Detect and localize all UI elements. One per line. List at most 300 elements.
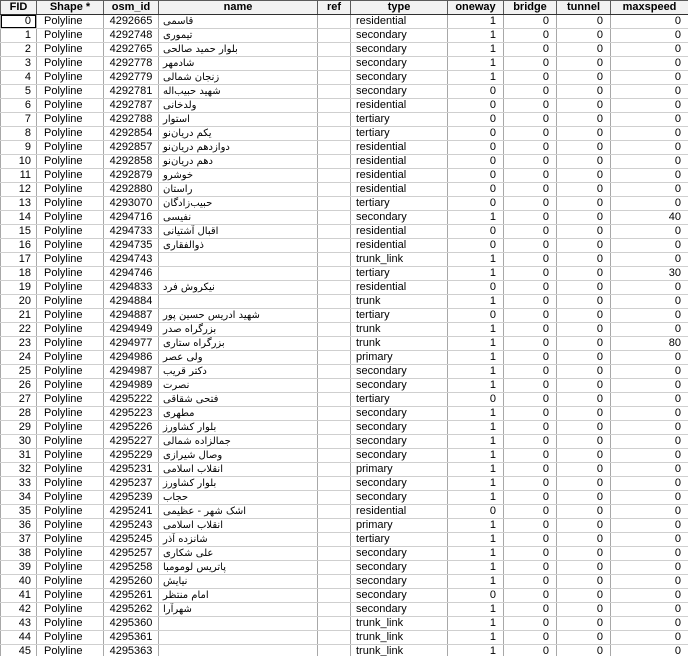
cell-osm_id[interactable]: 4295262: [104, 603, 159, 617]
cell-fid[interactable]: 39: [1, 561, 37, 575]
cell-maxspeed[interactable]: 80: [611, 337, 688, 351]
cell-tunnel[interactable]: 0: [557, 85, 611, 99]
cell-tunnel[interactable]: 0: [557, 155, 611, 169]
cell-type[interactable]: secondary: [351, 365, 448, 379]
table-row[interactable]: [1, 435, 688, 449]
cell-ref[interactable]: [318, 603, 351, 617]
cell-maxspeed[interactable]: 0: [611, 365, 688, 379]
cell-ref[interactable]: [318, 491, 351, 505]
cell-osm_id[interactable]: 4294986: [104, 351, 159, 365]
table-row[interactable]: [1, 57, 688, 71]
cell-tunnel[interactable]: 0: [557, 99, 611, 113]
cell-oneway[interactable]: 1: [448, 43, 504, 57]
cell-tunnel[interactable]: 0: [557, 197, 611, 211]
cell-fid[interactable]: 31: [1, 449, 37, 463]
cell-name[interactable]: اقبال آشتیانی: [159, 225, 318, 239]
cell-tunnel[interactable]: 0: [557, 491, 611, 505]
cell-name[interactable]: مطهری: [159, 407, 318, 421]
cell-tunnel[interactable]: 0: [557, 43, 611, 57]
cell-type[interactable]: residential: [351, 15, 448, 29]
cell-fid[interactable]: 12: [1, 183, 37, 197]
cell-type[interactable]: secondary: [351, 421, 448, 435]
cell-ref[interactable]: [318, 239, 351, 253]
cell-maxspeed[interactable]: 30: [611, 267, 688, 281]
cell-fid[interactable]: 41: [1, 589, 37, 603]
cell-maxspeed[interactable]: 0: [611, 505, 688, 519]
cell-fid[interactable]: 45: [1, 645, 37, 656]
cell-fid[interactable]: 14: [1, 211, 37, 225]
cell-oneway[interactable]: 1: [448, 491, 504, 505]
table-row[interactable]: [1, 449, 688, 463]
cell-name[interactable]: امام منتظر: [159, 589, 318, 603]
cell-oneway[interactable]: 0: [448, 183, 504, 197]
cell-type[interactable]: secondary: [351, 449, 448, 463]
cell-shape[interactable]: Polyline: [37, 113, 104, 127]
cell-osm_id[interactable]: 4295231: [104, 463, 159, 477]
cell-oneway[interactable]: 1: [448, 435, 504, 449]
column-header-tunnel[interactable]: tunnel: [557, 1, 611, 15]
table-row[interactable]: [1, 533, 688, 547]
cell-type[interactable]: residential: [351, 239, 448, 253]
cell-osm_id[interactable]: 4294977: [104, 337, 159, 351]
cell-fid[interactable]: 11: [1, 169, 37, 183]
cell-fid[interactable]: 3: [1, 57, 37, 71]
cell-osm_id[interactable]: 4295243: [104, 519, 159, 533]
cell-osm_id[interactable]: 4295257: [104, 547, 159, 561]
cell-ref[interactable]: [318, 309, 351, 323]
table-row[interactable]: [1, 127, 688, 141]
cell-tunnel[interactable]: 0: [557, 561, 611, 575]
cell-maxspeed[interactable]: 0: [611, 645, 688, 656]
cell-name[interactable]: انقلاب اسلامی: [159, 519, 318, 533]
cell-tunnel[interactable]: 0: [557, 449, 611, 463]
cell-shape[interactable]: Polyline: [37, 43, 104, 57]
table-row[interactable]: [1, 141, 688, 155]
cell-oneway[interactable]: 1: [448, 533, 504, 547]
cell-type[interactable]: secondary: [351, 589, 448, 603]
cell-tunnel[interactable]: 0: [557, 57, 611, 71]
cell-ref[interactable]: [318, 183, 351, 197]
cell-name[interactable]: وصال شیرازی: [159, 449, 318, 463]
cell-name[interactable]: پاتریس لومومبا: [159, 561, 318, 575]
cell-osm_id[interactable]: 4295241: [104, 505, 159, 519]
cell-name[interactable]: دهم دریان‌نو: [159, 155, 318, 169]
cell-fid[interactable]: 36: [1, 519, 37, 533]
cell-tunnel[interactable]: 0: [557, 211, 611, 225]
table-row[interactable]: [1, 29, 688, 43]
cell-type[interactable]: primary: [351, 351, 448, 365]
cell-type[interactable]: trunk_link: [351, 253, 448, 267]
cell-bridge[interactable]: 0: [504, 29, 557, 43]
cell-shape[interactable]: Polyline: [37, 85, 104, 99]
cell-osm_id[interactable]: 4292854: [104, 127, 159, 141]
cell-fid[interactable]: 18: [1, 267, 37, 281]
cell-osm_id[interactable]: 4292765: [104, 43, 159, 57]
cell-osm_id[interactable]: 4295239: [104, 491, 159, 505]
table-row[interactable]: [1, 337, 688, 351]
cell-maxspeed[interactable]: 0: [611, 631, 688, 645]
table-row[interactable]: [1, 295, 688, 309]
cell-ref[interactable]: [318, 379, 351, 393]
cell-name[interactable]: قاسمی: [159, 15, 318, 29]
cell-bridge[interactable]: 0: [504, 435, 557, 449]
cell-osm_id[interactable]: 4294733: [104, 225, 159, 239]
cell-shape[interactable]: Polyline: [37, 505, 104, 519]
table-row[interactable]: [1, 575, 688, 589]
column-header-shape[interactable]: Shape *: [37, 1, 104, 15]
cell-bridge[interactable]: 0: [504, 491, 557, 505]
table-row[interactable]: [1, 323, 688, 337]
cell-name[interactable]: [159, 631, 318, 645]
cell-oneway[interactable]: 0: [448, 197, 504, 211]
cell-osm_id[interactable]: 4294987: [104, 365, 159, 379]
cell-fid[interactable]: 40: [1, 575, 37, 589]
cell-oneway[interactable]: 1: [448, 463, 504, 477]
cell-tunnel[interactable]: 0: [557, 71, 611, 85]
cell-bridge[interactable]: 0: [504, 197, 557, 211]
cell-bridge[interactable]: 0: [504, 141, 557, 155]
cell-type[interactable]: secondary: [351, 379, 448, 393]
cell-fid[interactable]: 1: [1, 29, 37, 43]
cell-maxspeed[interactable]: 0: [611, 225, 688, 239]
cell-oneway[interactable]: 1: [448, 547, 504, 561]
cell-name[interactable]: بلوار کشاورز: [159, 421, 318, 435]
cell-osm_id[interactable]: 4292781: [104, 85, 159, 99]
cell-type[interactable]: residential: [351, 99, 448, 113]
cell-shape[interactable]: Polyline: [37, 407, 104, 421]
cell-fid[interactable]: 34: [1, 491, 37, 505]
cell-oneway[interactable]: 1: [448, 267, 504, 281]
cell-ref[interactable]: [318, 435, 351, 449]
cell-fid[interactable]: 5: [1, 85, 37, 99]
cell-oneway[interactable]: 1: [448, 29, 504, 43]
cell-name[interactable]: فتحی شقاقی: [159, 393, 318, 407]
cell-ref[interactable]: [318, 561, 351, 575]
cell-shape[interactable]: Polyline: [37, 463, 104, 477]
cell-maxspeed[interactable]: 0: [611, 491, 688, 505]
table-row[interactable]: [1, 99, 688, 113]
cell-ref[interactable]: [318, 155, 351, 169]
cell-shape[interactable]: Polyline: [37, 379, 104, 393]
cell-maxspeed[interactable]: 0: [611, 183, 688, 197]
cell-name[interactable]: [159, 253, 318, 267]
cell-type[interactable]: secondary: [351, 211, 448, 225]
cell-oneway[interactable]: 1: [448, 575, 504, 589]
cell-name[interactable]: زنجان شمالی: [159, 71, 318, 85]
cell-type[interactable]: tertiary: [351, 533, 448, 547]
cell-fid[interactable]: 8: [1, 127, 37, 141]
cell-type[interactable]: secondary: [351, 57, 448, 71]
cell-maxspeed[interactable]: 0: [611, 155, 688, 169]
cell-oneway[interactable]: 0: [448, 113, 504, 127]
cell-tunnel[interactable]: 0: [557, 631, 611, 645]
cell-oneway[interactable]: 1: [448, 603, 504, 617]
cell-ref[interactable]: [318, 407, 351, 421]
cell-osm_id[interactable]: 4294716: [104, 211, 159, 225]
cell-type[interactable]: primary: [351, 519, 448, 533]
cell-maxspeed[interactable]: 0: [611, 281, 688, 295]
table-row[interactable]: [1, 491, 688, 505]
cell-osm_id[interactable]: 4294949: [104, 323, 159, 337]
cell-fid[interactable]: 38: [1, 547, 37, 561]
cell-ref[interactable]: [318, 295, 351, 309]
table-row[interactable]: [1, 617, 688, 631]
cell-ref[interactable]: [318, 141, 351, 155]
cell-bridge[interactable]: 0: [504, 295, 557, 309]
cell-osm_id[interactable]: 4295361: [104, 631, 159, 645]
cell-ref[interactable]: [318, 575, 351, 589]
cell-bridge[interactable]: 0: [504, 43, 557, 57]
table-row[interactable]: [1, 239, 688, 253]
cell-fid[interactable]: 22: [1, 323, 37, 337]
table-row[interactable]: [1, 211, 688, 225]
cell-tunnel[interactable]: 0: [557, 351, 611, 365]
cell-ref[interactable]: [318, 533, 351, 547]
cell-bridge[interactable]: 0: [504, 561, 557, 575]
cell-tunnel[interactable]: 0: [557, 253, 611, 267]
cell-type[interactable]: trunk: [351, 295, 448, 309]
table-row[interactable]: [1, 477, 688, 491]
table-row[interactable]: [1, 505, 688, 519]
cell-shape[interactable]: Polyline: [37, 435, 104, 449]
cell-type[interactable]: secondary: [351, 407, 448, 421]
cell-osm_id[interactable]: 4292748: [104, 29, 159, 43]
cell-maxspeed[interactable]: 0: [611, 519, 688, 533]
cell-osm_id[interactable]: 4294989: [104, 379, 159, 393]
cell-name[interactable]: نفیسی: [159, 211, 318, 225]
cell-type[interactable]: secondary: [351, 477, 448, 491]
cell-osm_id[interactable]: 4295227: [104, 435, 159, 449]
cell-oneway[interactable]: 0: [448, 393, 504, 407]
cell-ref[interactable]: [318, 85, 351, 99]
cell-tunnel[interactable]: 0: [557, 141, 611, 155]
cell-maxspeed[interactable]: 0: [611, 393, 688, 407]
cell-name[interactable]: بلوار کشاورز: [159, 477, 318, 491]
cell-fid[interactable]: 7: [1, 113, 37, 127]
cell-type[interactable]: tertiary: [351, 393, 448, 407]
cell-tunnel[interactable]: 0: [557, 183, 611, 197]
cell-shape[interactable]: Polyline: [37, 589, 104, 603]
cell-osm_id[interactable]: 4295363: [104, 645, 159, 656]
cell-tunnel[interactable]: 0: [557, 547, 611, 561]
table-row[interactable]: [1, 225, 688, 239]
cell-shape[interactable]: Polyline: [37, 239, 104, 253]
cell-maxspeed[interactable]: 0: [611, 323, 688, 337]
cell-osm_id[interactable]: 4292779: [104, 71, 159, 85]
cell-oneway[interactable]: 0: [448, 169, 504, 183]
cell-tunnel[interactable]: 0: [557, 505, 611, 519]
cell-fid-current-record[interactable]: 0: [1, 15, 37, 29]
table-row[interactable]: [1, 589, 688, 603]
cell-oneway[interactable]: 0: [448, 99, 504, 113]
cell-name[interactable]: تیموری: [159, 29, 318, 43]
cell-tunnel[interactable]: 0: [557, 267, 611, 281]
cell-oneway[interactable]: 1: [448, 477, 504, 491]
cell-oneway[interactable]: 1: [448, 211, 504, 225]
cell-osm_id[interactable]: 4292788: [104, 113, 159, 127]
table-row[interactable]: [1, 421, 688, 435]
cell-type[interactable]: secondary: [351, 85, 448, 99]
table-row[interactable]: [1, 309, 688, 323]
cell-shape[interactable]: Polyline: [37, 631, 104, 645]
cell-osm_id[interactable]: 4295245: [104, 533, 159, 547]
cell-ref[interactable]: [318, 393, 351, 407]
cell-shape[interactable]: Polyline: [37, 617, 104, 631]
cell-bridge[interactable]: 0: [504, 99, 557, 113]
cell-osm_id[interactable]: 4292879: [104, 169, 159, 183]
cell-name[interactable]: نصرت: [159, 379, 318, 393]
cell-oneway[interactable]: 0: [448, 141, 504, 155]
table-row[interactable]: [1, 155, 688, 169]
cell-bridge[interactable]: 0: [504, 337, 557, 351]
cell-ref[interactable]: [318, 267, 351, 281]
cell-name[interactable]: خوشرو: [159, 169, 318, 183]
column-header-maxspeed[interactable]: maxspeed: [611, 1, 688, 15]
cell-fid[interactable]: 4: [1, 71, 37, 85]
cell-oneway[interactable]: 1: [448, 351, 504, 365]
cell-type[interactable]: secondary: [351, 603, 448, 617]
cell-shape[interactable]: Polyline: [37, 267, 104, 281]
cell-type[interactable]: tertiary: [351, 267, 448, 281]
cell-bridge[interactable]: 0: [504, 547, 557, 561]
cell-name[interactable]: شهید ادریس حسین پور: [159, 309, 318, 323]
cell-osm_id[interactable]: 4294884: [104, 295, 159, 309]
cell-osm_id[interactable]: 4295226: [104, 421, 159, 435]
cell-oneway[interactable]: 1: [448, 295, 504, 309]
cell-bridge[interactable]: 0: [504, 323, 557, 337]
cell-name[interactable]: علی شکاری: [159, 547, 318, 561]
cell-shape[interactable]: Polyline: [37, 365, 104, 379]
cell-bridge[interactable]: 0: [504, 463, 557, 477]
cell-oneway[interactable]: 1: [448, 71, 504, 85]
cell-name[interactable]: شهرآرا: [159, 603, 318, 617]
cell-shape[interactable]: Polyline: [37, 253, 104, 267]
table-row[interactable]: [1, 603, 688, 617]
cell-bridge[interactable]: 0: [504, 113, 557, 127]
cell-name[interactable]: راستان: [159, 183, 318, 197]
cell-shape[interactable]: Polyline: [37, 225, 104, 239]
column-header-ref[interactable]: ref: [318, 1, 351, 15]
cell-bridge[interactable]: 0: [504, 169, 557, 183]
cell-tunnel[interactable]: 0: [557, 323, 611, 337]
cell-maxspeed[interactable]: 0: [611, 197, 688, 211]
cell-ref[interactable]: [318, 449, 351, 463]
cell-oneway[interactable]: 1: [448, 57, 504, 71]
cell-oneway[interactable]: 1: [448, 617, 504, 631]
cell-shape[interactable]: Polyline: [37, 449, 104, 463]
cell-oneway[interactable]: 1: [448, 631, 504, 645]
cell-shape[interactable]: Polyline: [37, 197, 104, 211]
cell-ref[interactable]: [318, 43, 351, 57]
cell-ref[interactable]: [318, 463, 351, 477]
cell-oneway[interactable]: 1: [448, 337, 504, 351]
cell-type[interactable]: trunk: [351, 323, 448, 337]
cell-shape[interactable]: Polyline: [37, 351, 104, 365]
cell-name[interactable]: دکتر قریب: [159, 365, 318, 379]
cell-oneway[interactable]: 0: [448, 281, 504, 295]
cell-maxspeed[interactable]: 0: [611, 113, 688, 127]
table-row[interactable]: [1, 351, 688, 365]
cell-ref[interactable]: [318, 281, 351, 295]
cell-tunnel[interactable]: 0: [557, 379, 611, 393]
cell-shape[interactable]: Polyline: [37, 561, 104, 575]
cell-maxspeed[interactable]: 0: [611, 71, 688, 85]
cell-fid[interactable]: 19: [1, 281, 37, 295]
cell-ref[interactable]: [318, 211, 351, 225]
cell-maxspeed[interactable]: 0: [611, 603, 688, 617]
cell-bridge[interactable]: 0: [504, 127, 557, 141]
cell-ref[interactable]: [318, 99, 351, 113]
cell-bridge[interactable]: 0: [504, 505, 557, 519]
table-row[interactable]: [1, 281, 688, 295]
cell-type[interactable]: trunk: [351, 337, 448, 351]
cell-name[interactable]: دوازدهم دریان‌نو: [159, 141, 318, 155]
cell-osm_id[interactable]: 4294746: [104, 267, 159, 281]
cell-type[interactable]: residential: [351, 155, 448, 169]
cell-fid[interactable]: 30: [1, 435, 37, 449]
cell-oneway[interactable]: 0: [448, 589, 504, 603]
cell-fid[interactable]: 15: [1, 225, 37, 239]
cell-shape[interactable]: Polyline: [37, 547, 104, 561]
cell-ref[interactable]: [318, 253, 351, 267]
cell-oneway[interactable]: 1: [448, 379, 504, 393]
cell-maxspeed[interactable]: 0: [611, 617, 688, 631]
cell-ref[interactable]: [318, 519, 351, 533]
cell-oneway[interactable]: 0: [448, 505, 504, 519]
cell-type[interactable]: residential: [351, 183, 448, 197]
cell-fid[interactable]: 28: [1, 407, 37, 421]
cell-type[interactable]: secondary: [351, 71, 448, 85]
cell-ref[interactable]: [318, 421, 351, 435]
cell-maxspeed[interactable]: 0: [611, 547, 688, 561]
cell-type[interactable]: primary: [351, 463, 448, 477]
cell-maxspeed[interactable]: 0: [611, 99, 688, 113]
cell-bridge[interactable]: 0: [504, 351, 557, 365]
cell-fid[interactable]: 27: [1, 393, 37, 407]
cell-tunnel[interactable]: 0: [557, 645, 611, 656]
cell-shape[interactable]: Polyline: [37, 99, 104, 113]
table-row[interactable]: [1, 561, 688, 575]
table-row[interactable]: [1, 113, 688, 127]
cell-fid[interactable]: 10: [1, 155, 37, 169]
cell-ref[interactable]: [318, 547, 351, 561]
cell-maxspeed[interactable]: 40: [611, 211, 688, 225]
cell-fid[interactable]: 9: [1, 141, 37, 155]
cell-shape[interactable]: Polyline: [37, 533, 104, 547]
cell-fid[interactable]: 17: [1, 253, 37, 267]
cell-ref[interactable]: [318, 617, 351, 631]
cell-fid[interactable]: 2: [1, 43, 37, 57]
cell-name[interactable]: استوار: [159, 113, 318, 127]
cell-oneway[interactable]: 0: [448, 155, 504, 169]
cell-bridge[interactable]: 0: [504, 617, 557, 631]
cell-shape[interactable]: Polyline: [37, 323, 104, 337]
cell-shape[interactable]: Polyline: [37, 519, 104, 533]
cell-bridge[interactable]: 0: [504, 85, 557, 99]
cell-shape[interactable]: Polyline: [37, 127, 104, 141]
cell-ref[interactable]: [318, 127, 351, 141]
cell-type[interactable]: residential: [351, 141, 448, 155]
cell-osm_id[interactable]: 4292665: [104, 15, 159, 29]
cell-tunnel[interactable]: 0: [557, 169, 611, 183]
cell-oneway[interactable]: 0: [448, 309, 504, 323]
table-row[interactable]: [1, 463, 688, 477]
cell-maxspeed[interactable]: 0: [611, 463, 688, 477]
cell-tunnel[interactable]: 0: [557, 435, 611, 449]
cell-maxspeed[interactable]: 0: [611, 379, 688, 393]
cell-type[interactable]: trunk_link: [351, 631, 448, 645]
cell-name[interactable]: بلوار حمید صالحی: [159, 43, 318, 57]
